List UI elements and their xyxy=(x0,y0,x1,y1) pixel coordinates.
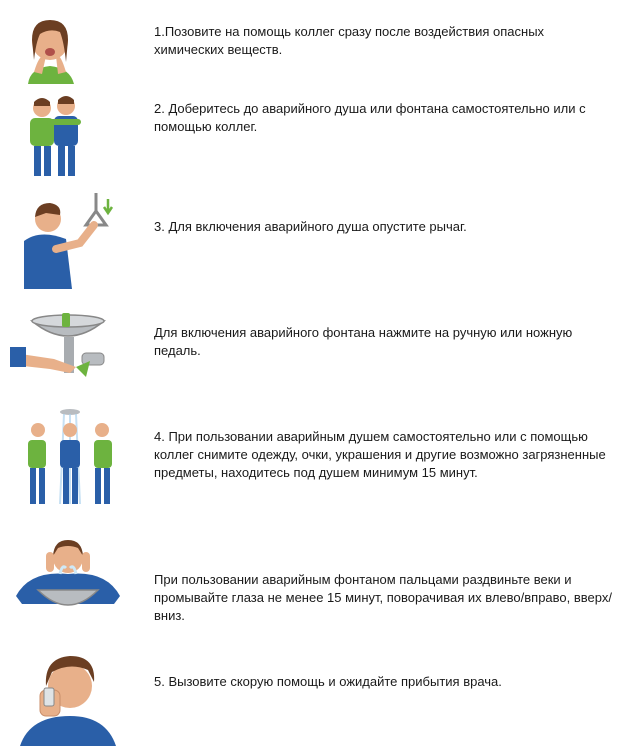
step-1-text: 1.Позовите на помощь коллег сразу после воздействия опасных химических веществ. xyxy=(154,24,545,57)
step-3-text: 3. Для включения аварийного душа опустите рычаг. xyxy=(154,219,467,234)
step-4-text: 4. При пользовании аварийным душем самостоятельно или с помощью коллег снимите одежду, очки, украшения и другие возможно загрязненные предметы, находитесь под душем минимум 15 минут. xyxy=(154,429,606,480)
phone-call-icon xyxy=(10,646,130,746)
eyewash-fountain-pedal-icon xyxy=(10,307,130,407)
colleague-assisting-icon xyxy=(10,90,130,190)
step-5-text: 5. Вызовите скорую помощь и ожидайте прибытия врача. xyxy=(154,674,502,689)
shower-with-helpers-icon xyxy=(10,408,130,508)
eye-rinsing-icon xyxy=(10,534,130,634)
step-fountain-text: Для включения аварийного фонтана нажмите на ручную или ножную педаль. xyxy=(154,325,573,358)
step-eye-rinse-text: При пользовании аварийным фонтаном пальцами раздвиньте веки и промывайте глаза не менее 15 минут, поворачивая их влево/вправо, вверх/вниз. xyxy=(154,572,612,623)
pull-shower-lever-icon xyxy=(10,193,130,293)
step-2-text: 2. Доберитесь до аварийного душа или фонтана самостоятельно или с помощью коллег. xyxy=(154,101,586,134)
